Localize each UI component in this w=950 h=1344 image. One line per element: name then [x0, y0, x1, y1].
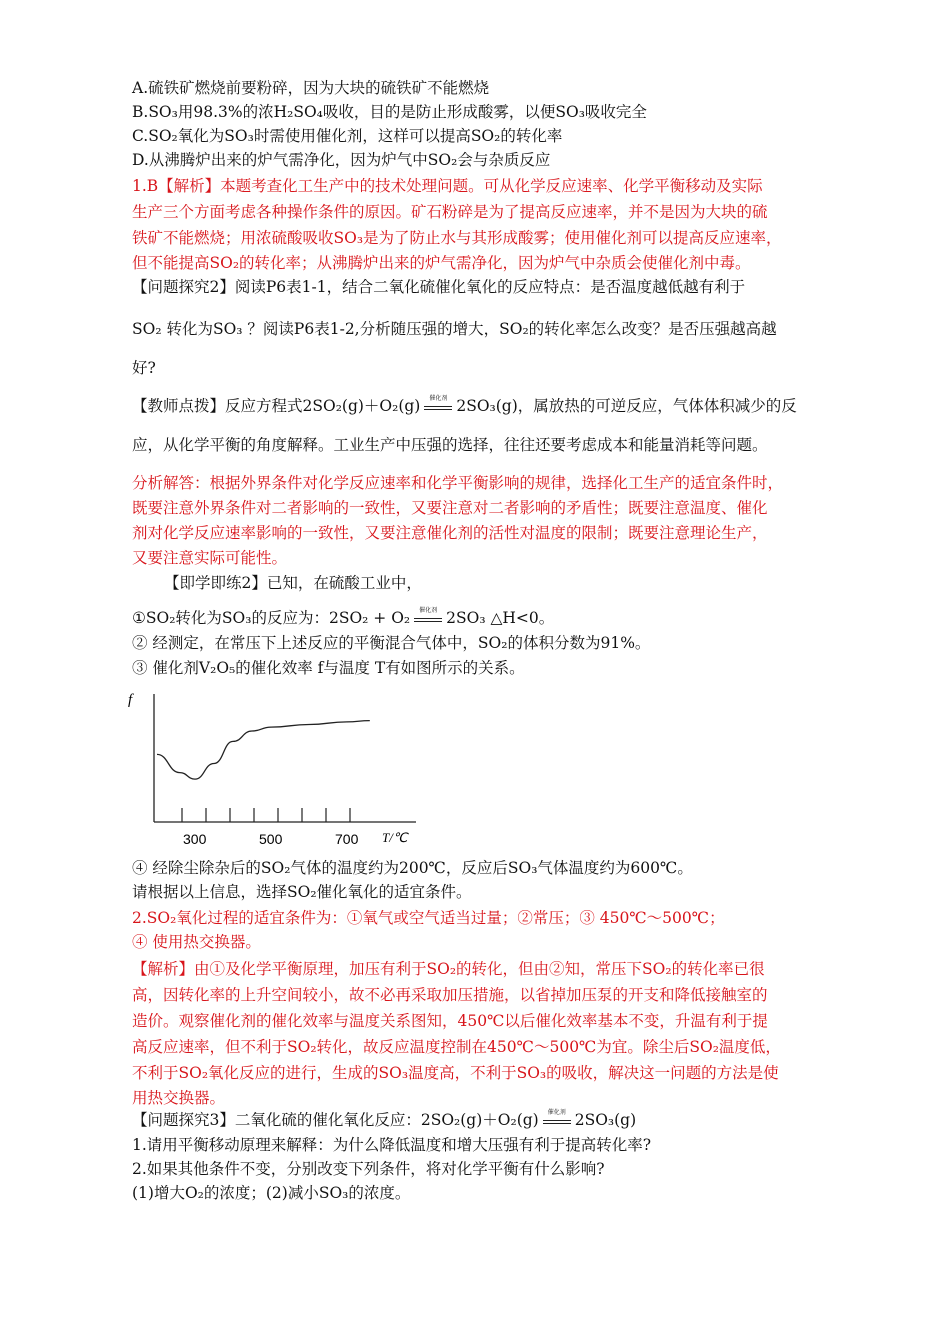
answer1-line2: 生产三个方面考虑各种操作条件的原因。矿石粉碎是为了提高反应速率，并不是因为大块的硫	[132, 203, 768, 221]
practice2-question: 请根据以上信息，选择SO₂催化氧化的适宜条件。	[132, 883, 472, 901]
practice2-item3: ③ 催化剂V₂O₅的催化效率 f与温度 T有如图所示的关系。	[132, 659, 525, 677]
inquiry2-line1: 【问题探究2】阅读P6表1-1，结合二氧化硫催化氧化的反应特点：是否温度越低越有利于	[132, 278, 746, 296]
x-axis-label: T/℃	[382, 830, 408, 845]
answer2-explain2: 高，因转化率的上升空间较小，故不必再采取加压措施，以省掉加压泵的开支和降低接触室的	[132, 986, 768, 1004]
answer2-explain4: 高反应速率，但不利于SO₂转化，故反应温度控制在450℃～500℃为宜。除尘后SO₂温度低，	[132, 1038, 781, 1056]
reaction-right: 2SO₃ △H<0。	[446, 609, 555, 627]
answer1-line4: 但不能提高SO₂的转化率；从沸腾炉出来的炉气需净化，因为炉气中杂质会使催化剂中毒。	[132, 254, 751, 272]
equation-right: 2SO₃(g)，属放热的可逆反应，气体体积减少的反	[456, 397, 797, 415]
reaction-left: ①SO₂转化为SO₃的反应为：2SO₂ + O₂	[132, 609, 411, 627]
answer1-line3: 铁矿不能燃烧；用浓硫酸吸收SO₃是为了防止水与其形成酸雾；使用催化剂可以提高反应速率，	[132, 229, 782, 247]
practice2-heading: 【即学即练2】已知，在硫酸工业中，	[164, 574, 422, 592]
reversible-arrow-icon	[423, 395, 453, 414]
option-c: C.SO₂氧化为SO₃时需使用催化剂，这样可以提高SO₂的转化率	[132, 127, 563, 145]
arrow-label-top: 催化剂	[429, 395, 448, 402]
inquiry3-equation-right: 2SO₃(g)	[574, 1111, 637, 1129]
inquiry3-q2: 2.如果其他条件不变，分别改变下列条件，将对化学平衡有什么影响?	[132, 1160, 605, 1178]
x-tick-label: 300	[183, 831, 207, 847]
answer2-explain3: 造价。观察催化剂的催化效率与温度关系图知，450℃以后催化效率基本不变，升温有利于提	[132, 1012, 768, 1030]
option-d: D.从沸腾炉出来的炉气需净化，因为炉气中SO₂会与杂质反应	[132, 151, 551, 169]
inquiry3-q2-items: (1)增大O₂的浓度；(2)减小SO₃的浓度。	[132, 1184, 411, 1202]
teacher-tip-line1	[132, 394, 797, 418]
reversible-arrow-icon	[542, 1109, 572, 1128]
inquiry3-heading	[132, 1108, 636, 1132]
answer2-explain5: 不利于SO₂氧化反应的进行，生成的SO₃温度高，不利于SO₃的吸收，解决这一问题的方法是使	[132, 1064, 779, 1082]
arrow-label-top: 催化剂	[419, 607, 438, 614]
arrow-label-top: 催化剂	[547, 1109, 566, 1116]
y-axis-label: f	[128, 692, 133, 708]
equation-left: 【教师点拨】反应方程式2SO₂(g)＋O₂(g)	[132, 397, 421, 415]
answer2-line2: ④ 使用热交换器。	[132, 933, 261, 951]
answer2-line1: 2.SO₂氧化过程的适宜条件为：①氧气或空气适当过量；②常压；③ 450℃～500℃；	[132, 909, 725, 927]
answer2-explain6: 用热交换器。	[132, 1089, 226, 1107]
analysis-line1: 分析解答：根据外界条件对化学反应速率和化学平衡影响的规律，选择化工生产的适宜条件时，	[132, 474, 784, 492]
x-tick-label: 500	[259, 831, 283, 847]
x-tick-label: 700	[335, 831, 359, 847]
reversible-arrow-icon	[413, 607, 443, 626]
inquiry3-equation-left: 【问题探究3】二氧化硫的催化氧化反应：2SO₂(g)＋O₂(g)	[132, 1111, 539, 1129]
efficiency-chart	[120, 682, 440, 854]
analysis-line3: 剂对化学反应速率影响的一致性，又要注意催化剂的活性对温度的限制；既要注意理论生产，	[132, 524, 768, 542]
practice2-item4: ④ 经除尘除杂后的SO₂气体的温度约为200℃，反应后SO₃气体温度约为600℃。	[132, 859, 693, 877]
analysis-line4: 又要注意实际可能性。	[132, 549, 288, 567]
teacher-tip-line2: 应，从化学平衡的角度解释。工业生产中压强的选择，往往还要考虑成本和能量消耗等问题。	[132, 436, 768, 454]
inquiry3-q1: 1.请用平衡移动原理来解释：为什么降低温度和增大压强有利于提高转化率?	[132, 1136, 652, 1154]
series-line	[157, 721, 370, 780]
option-b: B.SO₃用98.3%的浓H₂SO₄吸收，目的是防止形成酸雾，以便SO₃吸收完全	[132, 103, 647, 121]
inquiry2-line2: SO₂ 转化为SO₃ ？阅读P6表1-2,分析随压强的增大，SO₂的转化率怎么改变？是否压强越高越	[132, 320, 777, 338]
answer2-explain1: 【解析】由①及化学平衡原理，加压有利于SO₂的转化，但由②知，常压下SO₂的转化率已很	[132, 960, 765, 978]
practice2-item2: ② 经测定，在常压下上述反应的平衡混合气体中，SO₂的体积分数为91%。	[132, 634, 651, 652]
practice2-item1	[132, 606, 554, 630]
inquiry2-line3: 好?	[132, 359, 156, 377]
answer1-line1: 1.B【解析】本题考查化工生产中的技术处理问题。可从化学反应速率、化学平衡移动及实际	[132, 177, 763, 195]
option-a: A.硫铁矿燃烧前要粉碎，因为大块的硫铁矿不能燃烧	[132, 79, 490, 97]
analysis-line2: 既要注意外界条件对二者影响的一致性，又要注意对二者影响的矛盾性；既要注意温度、催化	[132, 499, 768, 517]
